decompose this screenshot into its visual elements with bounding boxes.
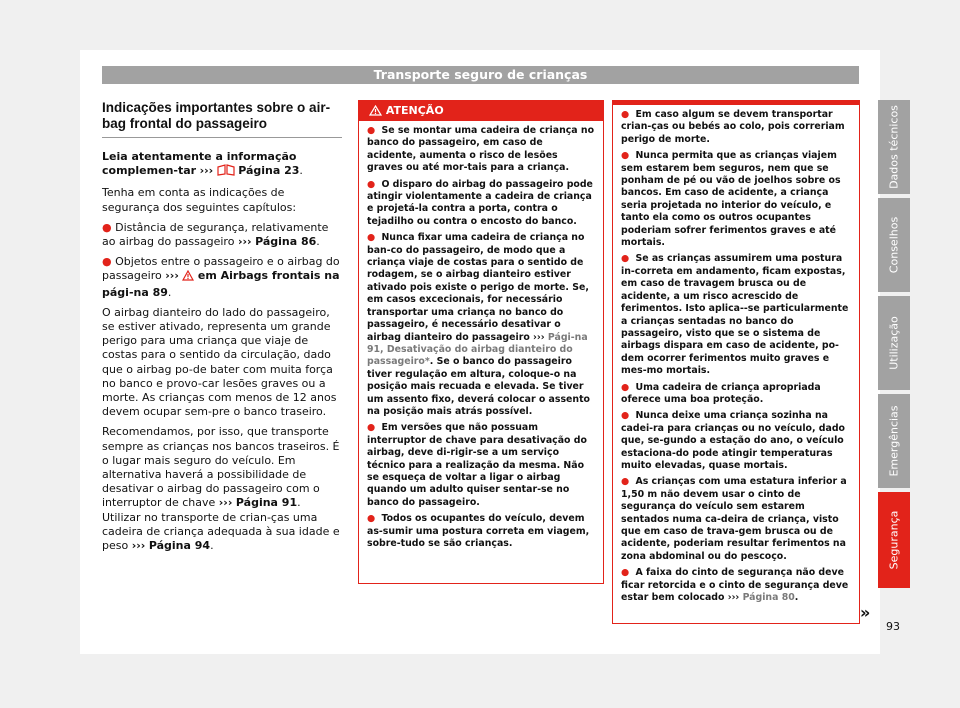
list-item: ● Objetos entre o passageiro e o airbag do passageiro ››› em Airbags frontais na pági-na 89. <box>102 255 340 299</box>
warning-box-continued <box>612 100 860 624</box>
list-item: ● Nunca deixe uma criança sozinha na cadei-ra para crianças ou no veículo, dado que, se-gundo a estação do ano, o veículo estaciona-do pode atingir temperaturas muito elevadas, quase mortais. <box>621 410 845 471</box>
warning-header <box>359 101 603 121</box>
tab-dados-tecnicos[interactable]: Dados técnicos <box>878 100 910 194</box>
warning-body <box>359 121 603 550</box>
paragraph-2: O airbag dianteiro do lado do passageiro, se estiver ativado, representa um grande perigo para uma criança que viaje de costas para o sentido da circulação, dado que o airbag po-de bater com muita força no banco e provo-car lesões graves ou a morte. As crianças com menos de 12 anos devem ocupar sem-pre o banco traseiro. <box>102 305 337 419</box>
link-page-23[interactable]: Página 23 <box>238 164 300 178</box>
section-title: Indicações importantes sobre o air-bag frontal do passageiro <box>102 100 331 131</box>
paragraph-1: Tenha em conta as indicações de segurança dos seguintes capítulos: <box>102 186 297 214</box>
page-header: Transporte seguro de crianças <box>102 66 859 84</box>
list-item: ● A faixa do cinto de segurança não deve ficar retorcida e o cinto de segurança deve estar bem colocado ››› Página 80. <box>621 567 849 604</box>
warning-label: ATENÇÃO <box>385 104 444 117</box>
list-item: ● Em caso algum se devem transportar crian-ças ou bebés ao colo, pois correriam perigo de morte. <box>621 109 845 145</box>
tab-conselhos[interactable]: Conselhos <box>878 198 910 292</box>
title-rule <box>102 137 342 138</box>
link-page-80[interactable]: Página 80 <box>742 592 795 604</box>
tab-seguranca[interactable]: Segurança <box>878 492 910 588</box>
paragraph-3: Recomendamos, por isso, que transporte sempre as crianças nos bancos traseiros. É o lugar mais seguro do veículo. Em alternativa haverá a possibilidade de desativar o airbag do passageiro com o interruptor de chave ››› Página 91. Utilizar no transporte de crian-ças uma cadeira de criança adequada à sua idade e peso ››› Página 94. <box>102 425 340 553</box>
list-item: ● O disparo do airbag do passageiro pode atingir violentamente a cadeira de criança e projetá-la contra a porta, contra o tejadilho ou contra o encosto do banco. <box>367 178 593 227</box>
list-item: ● Todos os ocupantes do veículo, devem as-sumir uma postura correta em viagem, sobre-tudo se são crianças. <box>367 513 590 549</box>
link-page-89[interactable]: em Airbags frontais na pági-na 89 <box>102 269 340 299</box>
book-icon <box>217 164 235 180</box>
warning-icon <box>182 270 194 285</box>
intro-paragraph: Leia atentamente a informação complemen-tar ››› Página 23. <box>102 150 342 180</box>
list-item: ● Nunca fixar uma cadeira de criança no ban-co do passageiro, de modo que a criança viaje de costas para o sentido de rodagem, se o airbag dianteiro estiver ativado pois existe o perigo de morte. Se, em casos excecionais, for necessário transportar uma criança no banco do passageiro, é necessário desativar o airbag dianteiro do passageiro ››› Pági-na 91, Desativação do airbag dianteiro do passageiro*. Se o banco do passageiro tiver regulação em altura, coloque-o na posição mais recuada e elevada. Se tiver um assento fixo, deverá colocar o assento na posição mais atrás possível. <box>367 232 590 417</box>
link-page-86[interactable]: Página 86 <box>255 235 317 249</box>
link-page-91-airbag[interactable]: Pági-na 91, Desativação do airbag dianteiro do passageiro* <box>367 331 588 368</box>
left-column <box>102 100 342 559</box>
list-item: ● Se se montar uma cadeira de criança no banco do passageiro, em caso de acidente, aumenta o risco de lesões graves ou até mor-tais para a criança. <box>367 125 595 174</box>
warning-body <box>613 105 859 604</box>
tab-utilizacao[interactable]: Utilização <box>878 296 910 390</box>
list-item: ● Em versões que não possuam interruptor de chave para desativação do airbag, deve di-rigir-se a um serviço técnico para a realização da mesma. Não se esqueça de voltar a ligar o airbag quando um adulto quiser sentar-se no banco do passageiro. <box>367 422 587 508</box>
list-item: ● Se as crianças assumirem uma postura in-correta em andamento, ficam expostas, em caso de travagem brusca ou de acidente, a um risco acrescido de ferimentos. Isto aplica--se particularmente a crianças sentadas no banco do passageiro, visto que se o sistema de airbags dispara em caso de acidente, po-dem ocorrer ferimentos muito graves e mes-mo mortais. <box>621 253 849 377</box>
warning-box <box>358 100 604 584</box>
tab-emergencias[interactable]: Emergências <box>878 394 910 488</box>
continue-chevron-icon: » <box>860 603 871 622</box>
list-item: ● Uma cadeira de criança apropriada oferece uma boa proteção. <box>621 381 821 405</box>
link-page-91[interactable]: Página 91 <box>235 496 298 510</box>
list-item: ● As crianças com uma estatura inferior a 1,50 m não devem usar o cinto de segurança do veículo sem estarem sentados numa ca-deira de criança, visto que em caso de trava-gem brusca ou de acidente, poderiam resultar ferimentos na zona abdominal ou do pescoço. <box>621 476 847 562</box>
side-tabs <box>878 100 910 592</box>
page-number: 93 <box>886 620 900 633</box>
link-page-94[interactable]: Página 94 <box>148 539 211 553</box>
list-item: ● Distância de segurança, relativamente ao airbag do passageiro ››› Página 86. <box>102 220 329 249</box>
list-item: ● Nunca permita que as crianças viajem sem estarem bem seguros, nem que se ponham de pé ou vão de joelhos sobre os bancos. Em caso de acidente, a criança seria projetada no interior do veículo, e tanto ela como os outros ocupantes poderiam sofrer ferimentos graves e até mortais. <box>621 150 841 249</box>
warning-icon <box>369 103 382 123</box>
